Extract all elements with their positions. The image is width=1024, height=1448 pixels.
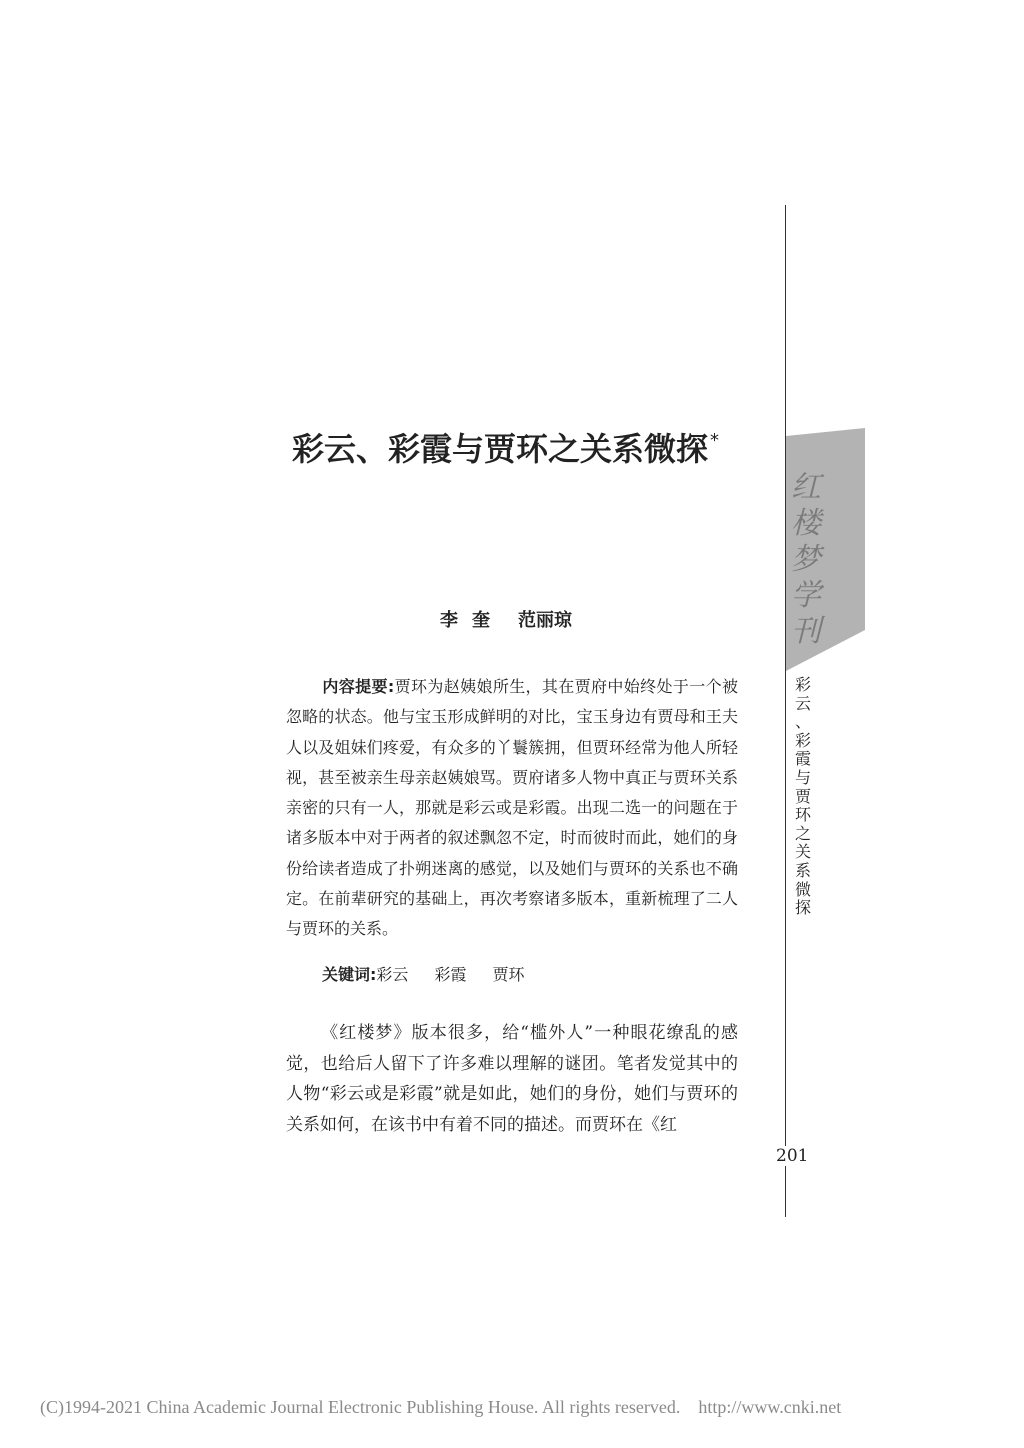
running-title-char: 云	[794, 693, 811, 713]
margin-rule	[785, 205, 786, 1217]
keyword-2: 彩霞	[434, 965, 467, 984]
running-title-char: 霞	[794, 749, 811, 769]
copyright-text: (C)1994-2021 China Academic Journal Electronic Publishing House. All rights reserved.	[40, 1397, 681, 1417]
article-title-text: 彩云、彩霞与贾环之关系微探	[292, 430, 709, 468]
running-title-char: 微	[794, 879, 811, 899]
journal-name-char: 红	[791, 470, 821, 505]
author-line	[440, 606, 572, 632]
body-paragraph-text: 《红楼梦》版本很多，给“槛外人”一种眼花缭乱的感觉，也给后人留下了许多难以理解的谜团。笔者发觉其中的人物“彩云或是彩霞”就是如此，她们的身份，她们与贾环的关系如何，在该书中有着不同的描述。而贾环在《红	[286, 1023, 738, 1135]
running-title-char: 之	[794, 823, 811, 843]
abstract-label: 内容提要	[322, 677, 388, 696]
journal-name	[786, 470, 826, 650]
keyword-1: 彩云	[376, 965, 409, 984]
page-number: 201	[776, 1146, 809, 1166]
running-title-char: 关	[794, 842, 811, 862]
running-title-char: 、	[794, 712, 811, 732]
journal-name-char: 梦	[791, 542, 821, 577]
running-title-char: 彩	[794, 675, 811, 694]
running-title-char: 环	[794, 805, 811, 825]
running-title-char: 系	[794, 860, 811, 880]
running-title-char: 与	[794, 767, 811, 787]
body-paragraph	[286, 1018, 738, 1140]
keyword-3: 贾环	[492, 965, 525, 984]
abstract: 内容提要:贾环为赵姨娘所生，其在贾府中始终处于一个被忽略的状态。他与宝玉形成鲜明的对比，宝玉身边有贾母和王夫人以及姐妹们疼爱，有众多的丫鬟簇拥，但贾环经常为他人所轻视，甚至被亲生母亲赵姨娘骂。贾府诸多人物中真正与贾环关系亲密的只有一人，那就是彩云或是彩霞。出现二选一的问题在于诸多版本中对于两者的叙述飘忽不定，时而彼时而此，她们的身份给读者造成了扑朔迷离的感觉，以及她们与贾环的关系也不确定。在前辈研究的基础上，再次考察诸多版本，重新梳理了二人与贾环的关系。	[286, 677, 738, 939]
keywords: 关键词:彩云 彩霞 贾环	[322, 965, 525, 984]
running-title-vertical	[792, 676, 814, 918]
journal-name-char: 刊	[791, 614, 821, 649]
author-1: 李奎	[440, 610, 504, 631]
running-title-char: 贾	[794, 786, 811, 806]
abstract-text: 贾环为赵姨娘所生，其在贾府中始终处于一个被忽略的状态。他与宝玉形成鲜明的对比，宝玉身边有贾母和王夫人以及姐妹们疼爱，有众多的丫鬟簇拥，但贾环经常为他人所轻视，甚至被亲生母亲赵姨娘骂。贾府诸多人物中真正与贾环关系亲密的只有一人，那就是彩云或是彩霞。出现二选一的问题在于诸多版本中对于两者的叙述飘忽不定，时而彼时而此，她们的身份给读者造成了扑朔迷离的感觉，以及她们与贾环的关系也不确定。在前辈研究的基础上，再次考察诸多版本，重新梳理了二人与贾环的关系。	[286, 677, 738, 939]
cnki-link[interactable]: http://www.cnki.net	[698, 1397, 842, 1417]
article-title	[292, 424, 722, 476]
copyright-footer	[40, 1397, 900, 1418]
journal-name-char: 学	[791, 578, 821, 613]
running-title-char: 彩	[794, 730, 811, 750]
running-title-char: 探	[794, 898, 811, 918]
journal-name-char: 楼	[791, 506, 821, 541]
author-2: 范丽琼	[518, 610, 572, 631]
title-footnote-marker: *	[710, 430, 720, 451]
keywords-label: 关键词	[322, 965, 371, 984]
